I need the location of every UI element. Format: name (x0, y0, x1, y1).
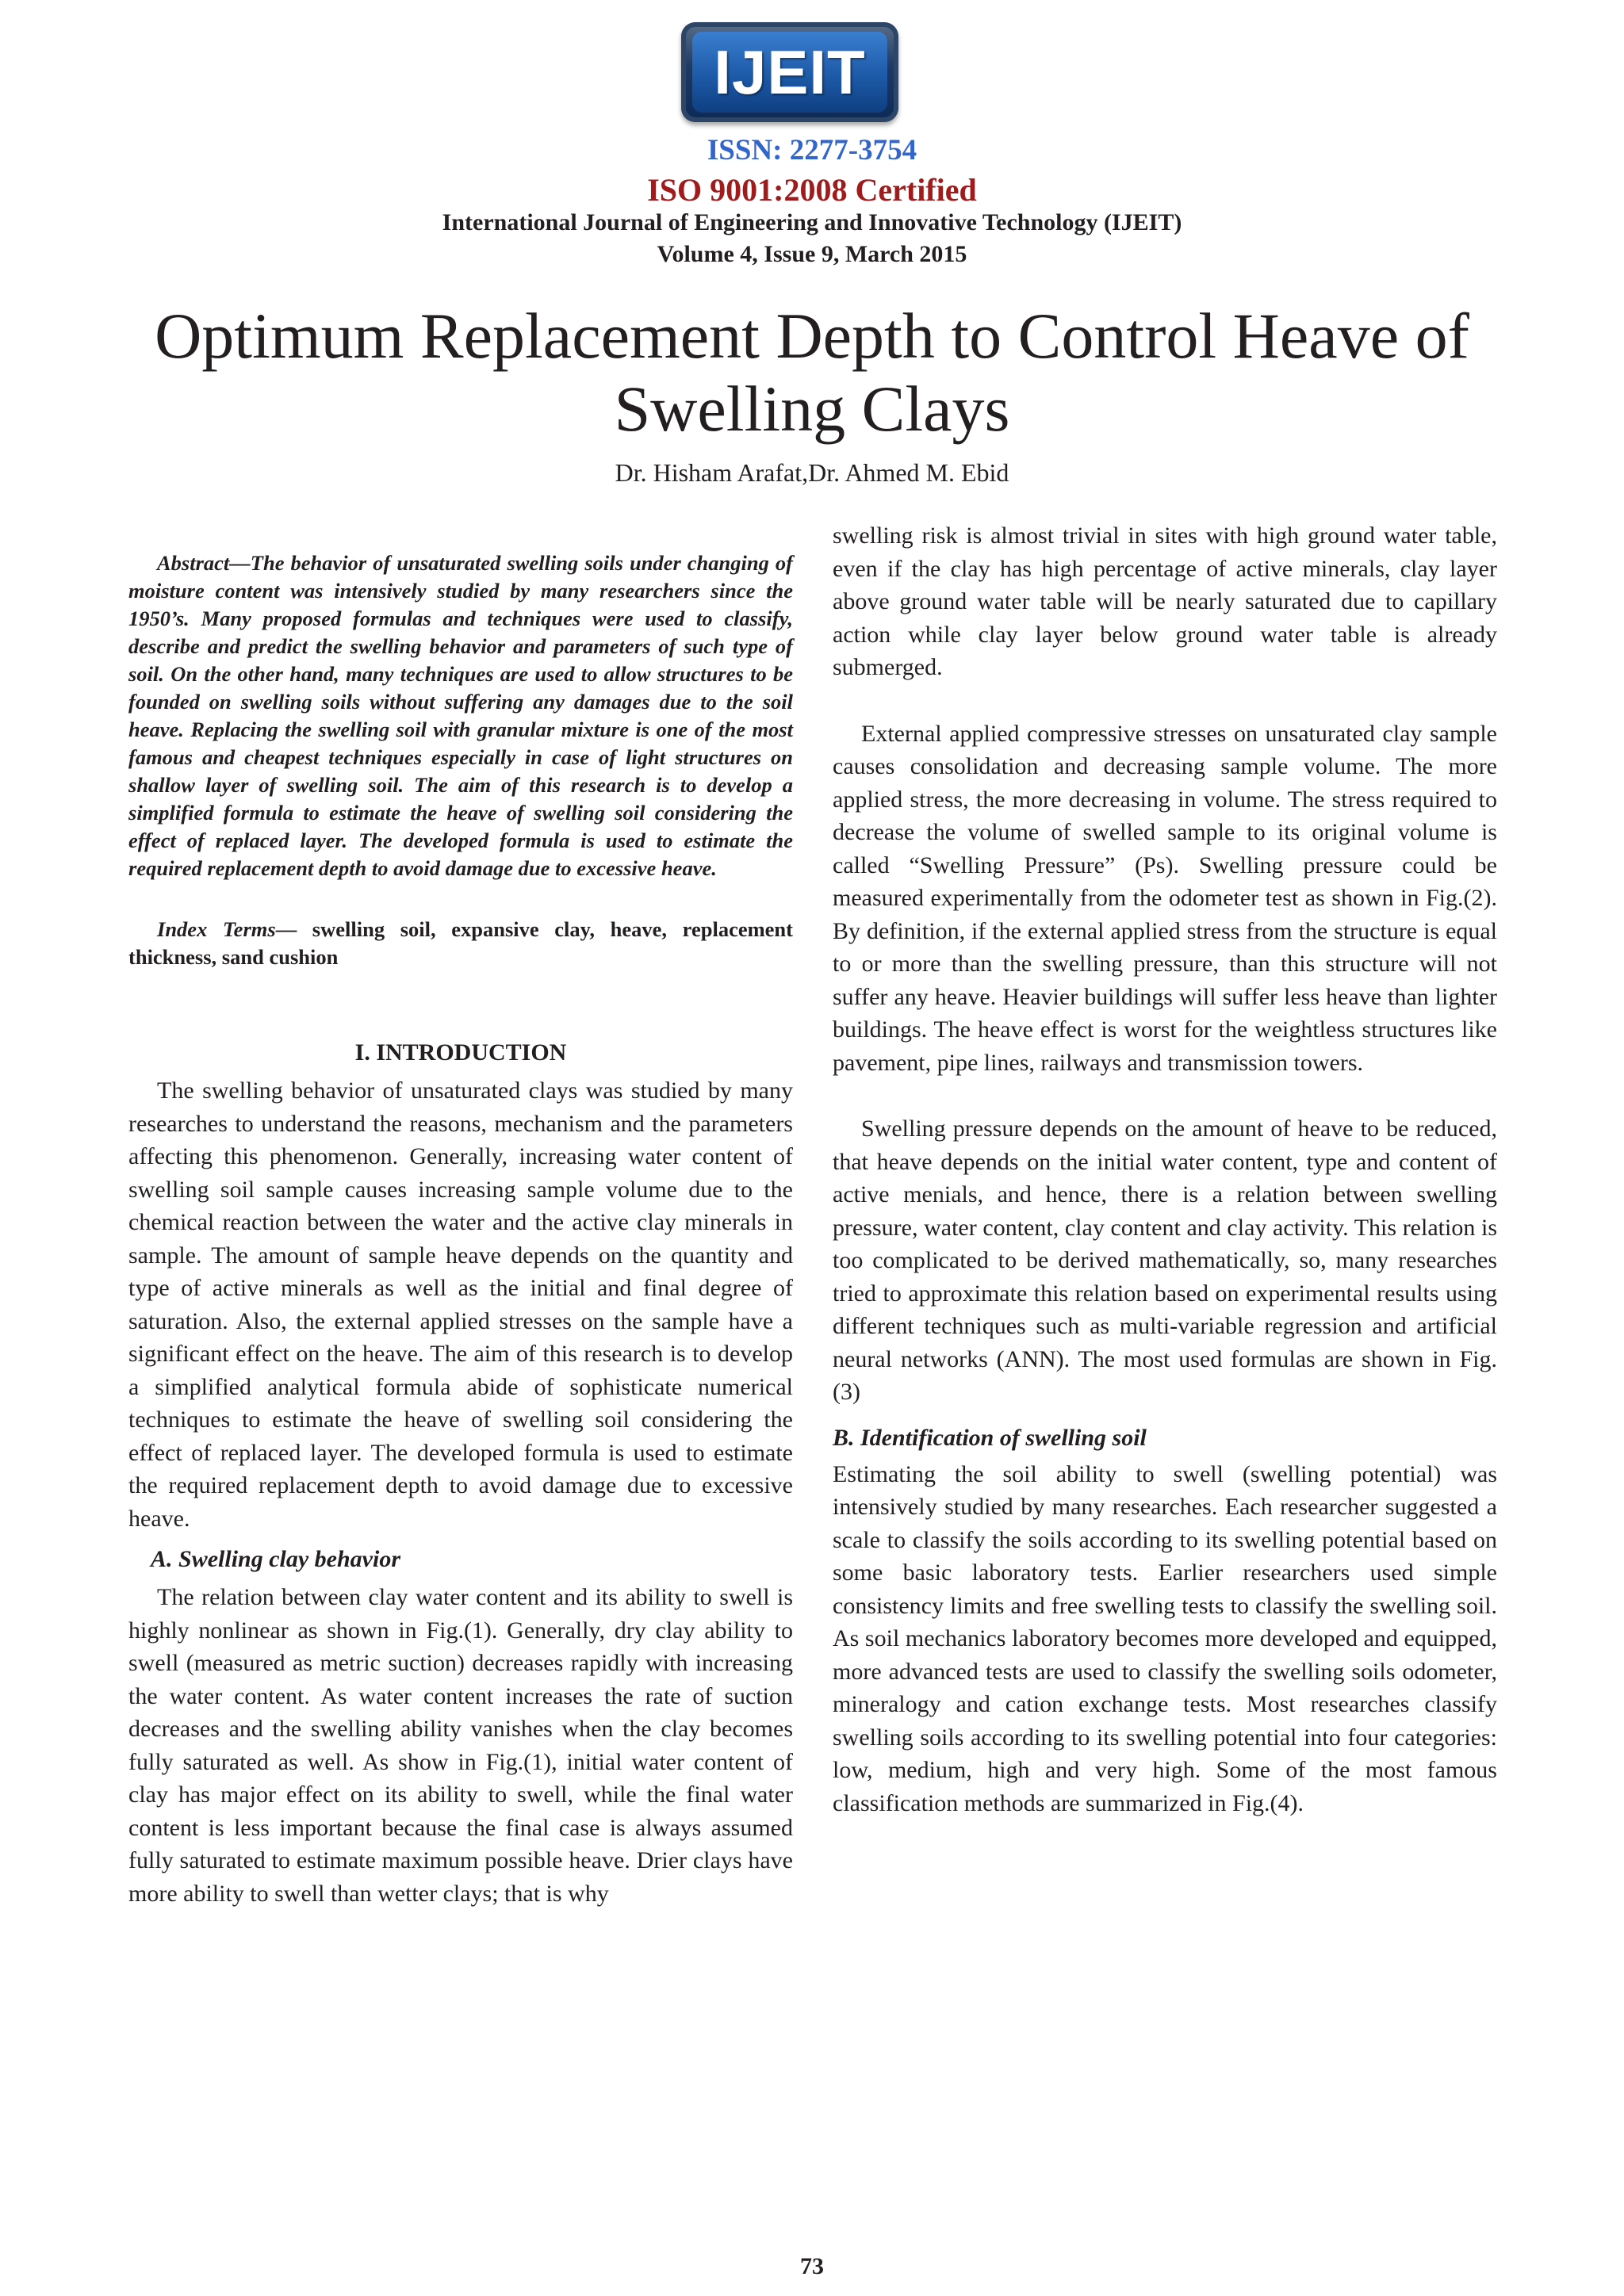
subsection-heading-swelling-clay-behavior: A. Swelling clay behavior (151, 1546, 400, 1572)
abstract-text: —The behavior of unsaturated swelling soils under changing of moisture content was intensively studied by many researchers since the 1950’s. Many proposed formulas and techniques were used to classify, describe and predict the swelling behavior and parameters of such type of soil. On the other hand, many techniques are used to allow structures to be founded on swelling soils without suffering any damages due to the soil heave. Replacing the swelling soil with granular mixture is one of the most famous and cheapest techniques especially in case of light structures on shallow layer of swelling soil. The aim of this research is to develop a simplified formula to estimate the heave of swelling soil considering the effect of replaced layer. The developed formula is used to estimate the required replacement depth to avoid damage due to excessive heave. (128, 551, 793, 880)
journal-name: International Journal of Engineering and Innovative Technology (IJEIT) (442, 209, 1182, 235)
iso-certification: ISO 9001:2008 Certified (647, 172, 977, 208)
swelling-clay-paragraph: The relation between clay water content and its ability to swell is highly nonlinear as shown in Fig.(1). Generally, dry clay ability to swell (measured as metric suction) decreases rapidly with increasing the water content. As water content increases the rate of suction decreases and the swelling ability vanishes when the clay becomes fully saturated as well. As show in Fig.(1), initial water content of clay has major effect on its ability to swell, while the final water content is less important because the final case is always assumed fully saturated to estimate maximum possible heave. Drier clays have more ability to swell than wetter clays; that is why (128, 1584, 793, 1907)
section-heading-introduction: I. INTRODUCTION (354, 1039, 567, 1066)
index-terms (128, 916, 793, 971)
logo-text: IJEIT (714, 36, 866, 107)
paper-authors: Dr. Hisham Arafat,Dr. Ahmed M. Ebid (615, 458, 1009, 487)
paper-title: Optimum Replacement Depth to Control Heave of Swelling Clays (155, 300, 1469, 445)
right-paragraph-3: Swelling pressure depends on the amount of heave to be reduced, that heave depends on the initial water content, type and content of active menials, and hence, there is a relation between swelling pressure, water content, clay content and clay activity. This relation is too complicated to be derived mathematically, so, many researches tried to approximate this relation based on experimental results using different techniques such as multi-variable regression and artificial neural networks (ANN). The most used formulas are shown in Fig.(3) (833, 1115, 1497, 1405)
identification-paragraph: Estimating the soil ability to swell (swelling potential) was intensively studied by many researches. Each researcher suggested a scale to classify the soils according to its swelling potential based on some basic laboratory tests. Earlier researchers used simple consistency limits and free swelling tests to classify the swelling soil. As soil mechanics laboratory becomes more developed and equipped, more advanced tests are used to classify the swelling soils odometer, mineralogy and cation exchange tests. Most researches classify swelling soils according to its swelling potential into four categories: low, medium, high and very high. Some of the most famous classification methods are summarized in Fig.(4). (833, 1460, 1497, 1816)
abstract-lead: Abstract (157, 551, 230, 575)
right-paragraph-2: External applied compressive stresses on unsaturated clay sample causes consolidation and decreasing sample volume. The more applied stress, the more decreasing in volume. The stress required to decrease the volume of swelled sample to its original volume is called “Swelling Pressure” (Ps). Swelling pressure could be measured experimentally from the odometer test as shown in Fig.(2). By definition, if the external applied stress from the structure is equal to or more than the swelling pressure, than this structure will not suffer any heave. Heavier buildings will suffer less heave than lighter buildings. The heave effect is worst for the weightless structures like pavement, pipe lines, railways and transmission towers. (833, 720, 1497, 1076)
page-number: 73 (800, 2253, 824, 2279)
abstract (128, 549, 793, 882)
index-terms-lead: Index Terms (157, 917, 276, 941)
issn: ISSN: 2277-3754 (707, 134, 917, 166)
intro-paragraph: The swelling behavior of unsaturated clays was studied by many researches to understand the reasons, mechanism and the parameters affecting this phenomenon. Generally, increasing water content of swelling soil sample causes increasing sample volume due to the chemical reaction between the water and the active clay minerals in sample. The amount of sample heave depends on the quantity and type of active minerals as well as the initial and final degree of saturation. Also, the external applied stresses on the sample have a significant effect on the heave. The aim of this research is to develop a simplified analytical formula abide of sophisticate numerical techniques to estimate the heave of swelling soil considering the effect of replaced layer. The developed formula is used to estimate the required replacement depth to avoid damage due to excessive heave. (128, 1077, 793, 1532)
right-column (833, 519, 1497, 1820)
left-column (128, 519, 793, 1910)
logo-badge (692, 32, 887, 113)
subsection-heading-identification: B. Identification of swelling soil (833, 1424, 1147, 1451)
journal-logo (681, 22, 898, 122)
journal-volume: Volume 4, Issue 9, March 2015 (657, 241, 967, 267)
index-terms-text: — swelling soil, expansive clay, heave, replacement thickness, sand cushion (128, 917, 793, 969)
right-paragraph-1: swelling risk is almost trivial in sites with high ground water table, even if the clay has high percentage of active minerals, clay layer above ground water table will be nearly saturated due to capillary action while clay layer below ground water table is already submerged. (833, 522, 1497, 680)
